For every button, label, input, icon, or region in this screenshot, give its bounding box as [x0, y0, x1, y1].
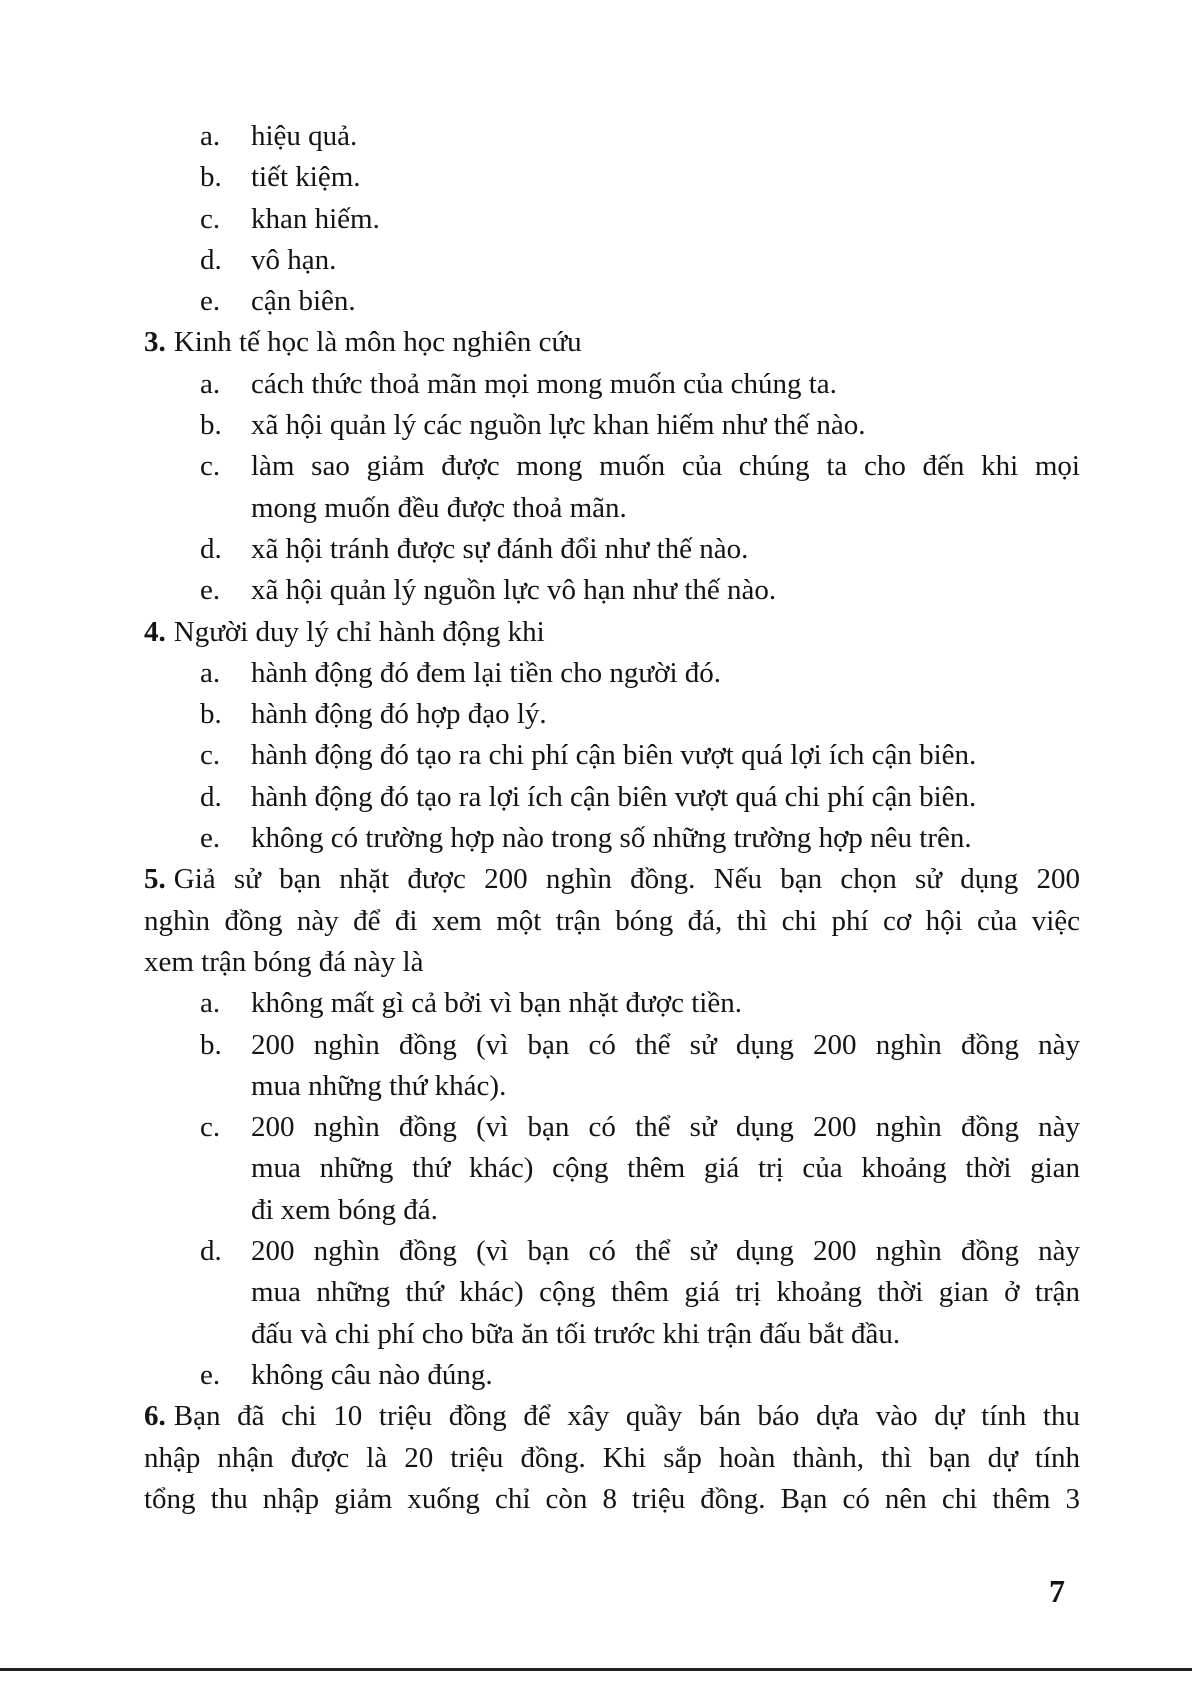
option-letter: c.: [200, 202, 221, 235]
q4-option-d: [144, 777, 1080, 818]
q3-option-e: [144, 570, 1080, 611]
q2-option-a: [144, 116, 1080, 157]
option-text-line: mong muốn đều được thoả mãn.: [251, 491, 627, 524]
option-text: hành động đó hợp đạo lý.: [251, 698, 547, 731]
q3-option-d: [144, 529, 1080, 570]
option-text: hành động đó tạo ra lợi ích cận biên vượt quá chi phí cận biên.: [251, 780, 977, 813]
question-text: Giả sử bạn nhặt được 200 nghìn đồng. Nếu bạn chọn sử dụng 200: [173, 863, 1080, 896]
option-text-line: 200 nghìn đồng (vì bạn có thể sử dụng 200 nghìn đồng này: [251, 1028, 1080, 1061]
q2-option-c: [144, 199, 1080, 240]
question-number: 4.: [144, 615, 166, 648]
q5-option-c: [144, 1107, 1080, 1231]
option-letter: a.: [200, 367, 221, 400]
question-3-stem: [144, 322, 1080, 363]
question-5-stem: [144, 859, 1080, 900]
q5-option-e: [144, 1355, 1080, 1396]
question-text: Kinh tế học là môn học nghiên cứu: [173, 326, 582, 359]
option-letter: a.: [200, 120, 221, 152]
option-text: [251, 1107, 1080, 1231]
option-text: hành động đó đem lại tiền cho người đó.: [251, 656, 722, 689]
option-letter: a.: [200, 987, 221, 1020]
option-letter: d.: [200, 780, 222, 813]
option-letter: b.: [200, 409, 222, 442]
option-letter: e.: [200, 1358, 221, 1391]
q4-option-c: [144, 735, 1080, 776]
option-text-line: làm sao giảm được mong muốn của chúng ta cho đến khi mọi: [251, 450, 1080, 483]
question-number: 6.: [144, 1400, 166, 1433]
option-text: xã hội tránh được sự đánh đổi như thế nào.: [251, 532, 749, 565]
q3-option-a: [144, 364, 1080, 405]
option-letter: c.: [200, 739, 221, 772]
option-text: hiệu quả.: [251, 120, 358, 152]
question-5-stem-line: xem trận bóng đá này là: [144, 945, 424, 978]
option-text: cách thức thoả mãn mọi mong muốn của chúng ta.: [251, 367, 837, 400]
option-text: xã hội quản lý các nguồn lực khan hiếm như thế nào.: [251, 409, 866, 442]
option-letter: b.: [200, 698, 222, 731]
q4-option-e: [144, 818, 1080, 859]
option-letter: d.: [200, 1235, 222, 1268]
question-text: Bạn đã chi 10 triệu đồng để xây quầy bán báo dựa vào dự tính thu: [173, 1400, 1080, 1433]
bottom-rule: [0, 1668, 1192, 1671]
option-text: không mất gì cả bởi vì bạn nhặt được tiền.: [251, 987, 742, 1020]
page-content: [144, 116, 1080, 1520]
option-text: [251, 1231, 1080, 1355]
option-text: [251, 1025, 1080, 1108]
option-letter: d.: [200, 243, 222, 276]
option-letter: e.: [200, 822, 221, 855]
question-number: 3.: [144, 326, 166, 359]
option-text: xã hội quản lý nguồn lực vô hạn như thế nào.: [251, 574, 777, 607]
question-6-stem-line: tổng thu nhập giảm xuống chỉ còn 8 triệu đồng. Bạn có nên chi thêm 3: [144, 1482, 1080, 1515]
option-text-line: 200 nghìn đồng (vì bạn có thể sử dụng 200 nghìn đồng này: [251, 1111, 1080, 1144]
q5-option-a: [144, 983, 1080, 1024]
option-letter: b.: [200, 161, 222, 194]
option-text-line: đấu và chi phí cho bữa ăn tối trước khi trận đấu bắt đầu.: [251, 1317, 901, 1350]
q2-option-e: [144, 281, 1080, 322]
option-letter: e.: [200, 285, 221, 318]
page-number: 7: [1049, 1573, 1065, 1609]
option-letter: d.: [200, 532, 222, 565]
q2-option-d: [144, 240, 1080, 281]
q3-option-b: [144, 405, 1080, 446]
option-text: [251, 446, 1080, 529]
question-5-stem-line: nghìn đồng này để đi xem một trận bóng đá, thì chi phí cơ hội của việc: [144, 904, 1080, 937]
q4-option-b: [144, 694, 1080, 735]
option-text: tiết kiệm.: [251, 161, 361, 194]
question-6-stem-line: nhập nhận được là 20 triệu đồng. Khi sắp hoàn thành, thì bạn dự tính: [144, 1441, 1080, 1474]
question-number: 5.: [144, 863, 166, 896]
option-text-line: mua những thứ khác) cộng thêm giá trị khoảng thời gian ở trận: [251, 1276, 1080, 1309]
option-text-line: 200 nghìn đồng (vì bạn có thể sử dụng 200 nghìn đồng này: [251, 1235, 1080, 1268]
q3-option-c: [144, 446, 1080, 529]
option-text: vô hạn.: [251, 243, 337, 276]
option-text: không câu nào đúng.: [251, 1358, 493, 1391]
option-letter: b.: [200, 1028, 222, 1061]
option-text-line: mua những thứ khác).: [251, 1069, 507, 1102]
option-text: không có trường hợp nào trong số những trường hợp nêu trên.: [251, 822, 972, 855]
question-6-stem: [144, 1396, 1080, 1437]
option-letter: c.: [200, 1111, 221, 1144]
question-4-stem: [144, 612, 1080, 653]
option-text-line: mua những thứ khác) cộng thêm giá trị của khoảng thời gian: [251, 1152, 1080, 1185]
q5-option-d: [144, 1231, 1080, 1355]
option-text: hành động đó tạo ra chi phí cận biên vượt quá lợi ích cận biên.: [251, 739, 977, 772]
option-text: cận biên.: [251, 285, 356, 318]
question-text: Người duy lý chỉ hành động khi: [173, 615, 545, 648]
q2-option-b: [144, 157, 1080, 198]
option-text-line: đi xem bóng đá.: [251, 1193, 438, 1226]
option-letter: c.: [200, 450, 221, 483]
q4-option-a: [144, 653, 1080, 694]
q5-option-b: [144, 1025, 1080, 1108]
option-letter: a.: [200, 656, 221, 689]
option-text: khan hiếm.: [251, 202, 380, 235]
option-letter: e.: [200, 574, 221, 607]
